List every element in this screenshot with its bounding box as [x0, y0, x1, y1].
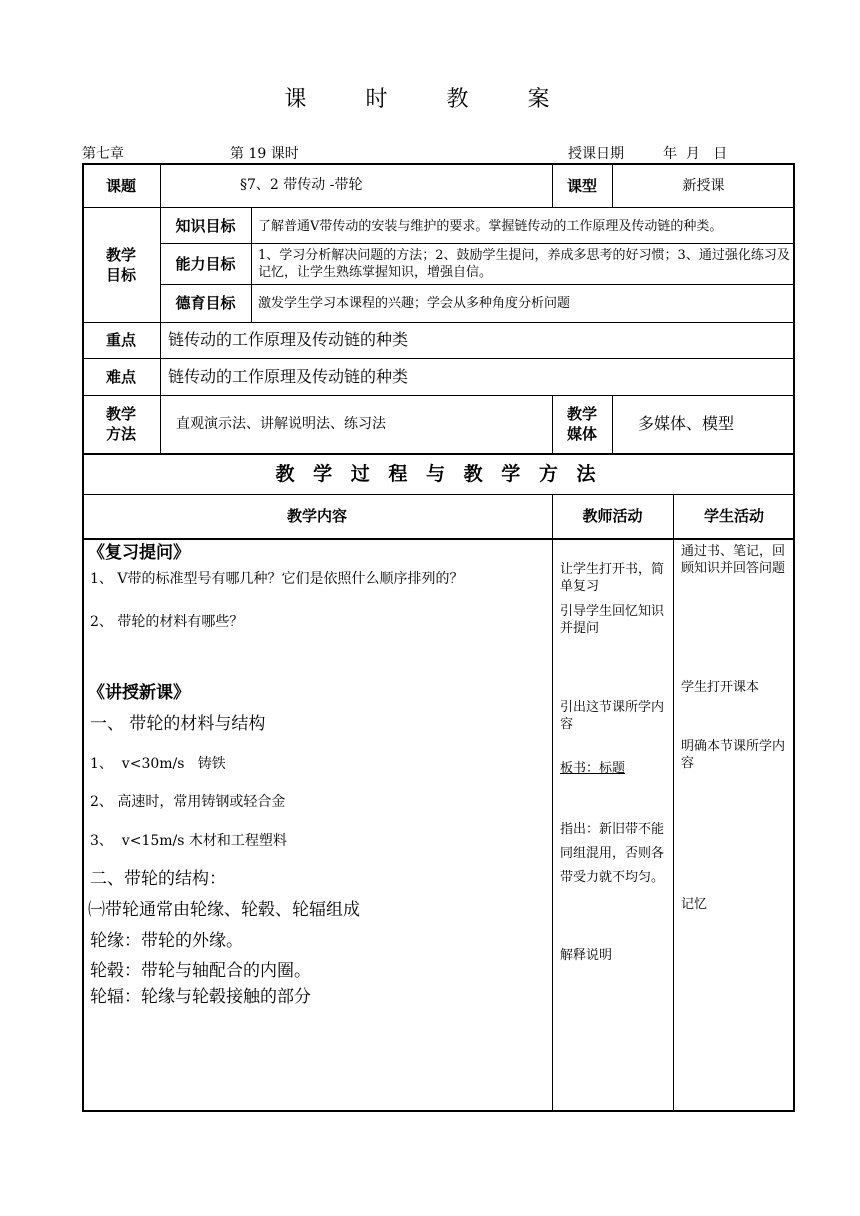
new-lesson-title: 《讲授新课》: [88, 683, 190, 703]
student-activity-2: 学生打开课本: [681, 680, 760, 695]
item-3: 3、 v<15m/s 木材和工程塑料: [90, 833, 287, 849]
col-divider: [251, 207, 252, 322]
teacher-activity-6: 解释说明: [560, 948, 613, 963]
col-divider: [552, 395, 553, 453]
row-divider: [82, 494, 795, 495]
moral-value: 激发学生学习本课程的兴趣；学会从多种角度分析问题: [258, 296, 571, 311]
method-label: 教学方法: [105, 405, 136, 443]
student-activity-1: 通过书、笔记，回顾知识并回答问题: [681, 544, 786, 576]
knowledge-label: 知识目标: [175, 217, 236, 235]
type-value: 新授课: [682, 178, 725, 194]
row-divider: [160, 243, 795, 244]
method-value: 直观演示法、讲解说明法、练习法: [176, 416, 386, 432]
row-divider: [82, 538, 795, 540]
difficulty-value: 链传动的工作原理及传动链的种类: [168, 367, 409, 386]
review-question-1: 1、 V带的标准型号有哪几种？它们是依照什么顺序排列的？: [90, 571, 464, 587]
rim-definition: 轮缘：带轮的外缘。: [90, 931, 243, 951]
teacher-activity-2: 引导学生回忆知识并提问: [560, 604, 665, 636]
col-header-student: 学生活动: [703, 507, 764, 525]
date-units: 年 月 日: [663, 146, 728, 162]
col-header-content: 教学内容: [286, 507, 347, 525]
ability-label: 能力目标: [175, 255, 236, 273]
student-activity-4: 记忆: [681, 897, 708, 912]
hub-definition: 轮毂：带轮与轴配合的内圈。: [90, 961, 311, 981]
topic-label: 课题: [105, 177, 136, 195]
item-2: 2、 高速时，常用铸钢或轻合金: [90, 794, 286, 810]
row-divider: [82, 207, 795, 208]
row-divider: [82, 453, 795, 455]
knowledge-value: 了解普通V带传动的安装与维护的要求。掌握链传动的工作原理及传动链的种类。: [258, 219, 723, 234]
student-activity-3: 明确本节课所学内容: [681, 739, 786, 771]
media-label: 教学媒体: [566, 405, 597, 443]
teacher-activity-3: 引出这节课所学内容: [560, 700, 665, 732]
item-1: 1、 v<30m/s 铸铁: [90, 756, 226, 772]
col-header-teacher: 教师活动: [582, 507, 643, 525]
col-divider: [552, 494, 553, 1112]
process-heading: 教 学 过 程 与 教 学 方 法: [275, 463, 602, 485]
date-label: 授课日期: [568, 146, 624, 162]
review-question-2: 2、 带轮的材料有哪些？: [90, 614, 244, 630]
key-value: 链传动的工作原理及传动链的种类: [168, 330, 409, 349]
section-2-heading: 二、带轮的结构：: [90, 869, 226, 889]
row-divider: [82, 322, 795, 323]
teacher-activity-4: 板书：标题: [560, 761, 626, 776]
page-title: 课 时 教 案: [284, 87, 576, 112]
col-divider: [673, 494, 674, 1112]
media-value: 多媒体、模型: [638, 414, 735, 433]
teacher-activity-1: 让学生打开书，简单复习: [560, 562, 665, 594]
ability-value: 1、学习分析解决问题的方法；2、鼓励学生提问，养成多思考的好习惯；3、通过强化练习及记忆，让学生熟练掌握知识，增强自信。: [258, 248, 790, 280]
difficulty-label: 难点: [105, 368, 136, 386]
row-divider: [82, 358, 795, 359]
key-label: 重点: [105, 331, 136, 349]
spoke-definition: 轮辐：轮缘与轮毂接触的部分: [90, 987, 311, 1007]
section-1-heading: 一、 带轮的材料与结构: [90, 714, 266, 734]
chapter-label: 第七章: [82, 146, 124, 162]
col-divider: [612, 395, 613, 453]
type-label: 课型: [566, 177, 597, 195]
topic-value: §7、2 带传动 -带轮: [240, 177, 363, 193]
lesson-label: 第 19 课时: [230, 146, 299, 162]
row-divider: [82, 395, 795, 396]
review-title: 《复习提问》: [88, 543, 190, 563]
teacher-activity-5: 指出：新旧带不能同组混用，否则各带受力就不均匀。: [560, 822, 665, 885]
row-divider: [160, 284, 795, 285]
goals-label: 教学目标: [105, 246, 136, 284]
moral-label: 德育目标: [175, 294, 236, 312]
structure-subheading: ㈠带轮通常由轮缘、轮毂、轮辐组成: [88, 900, 360, 920]
